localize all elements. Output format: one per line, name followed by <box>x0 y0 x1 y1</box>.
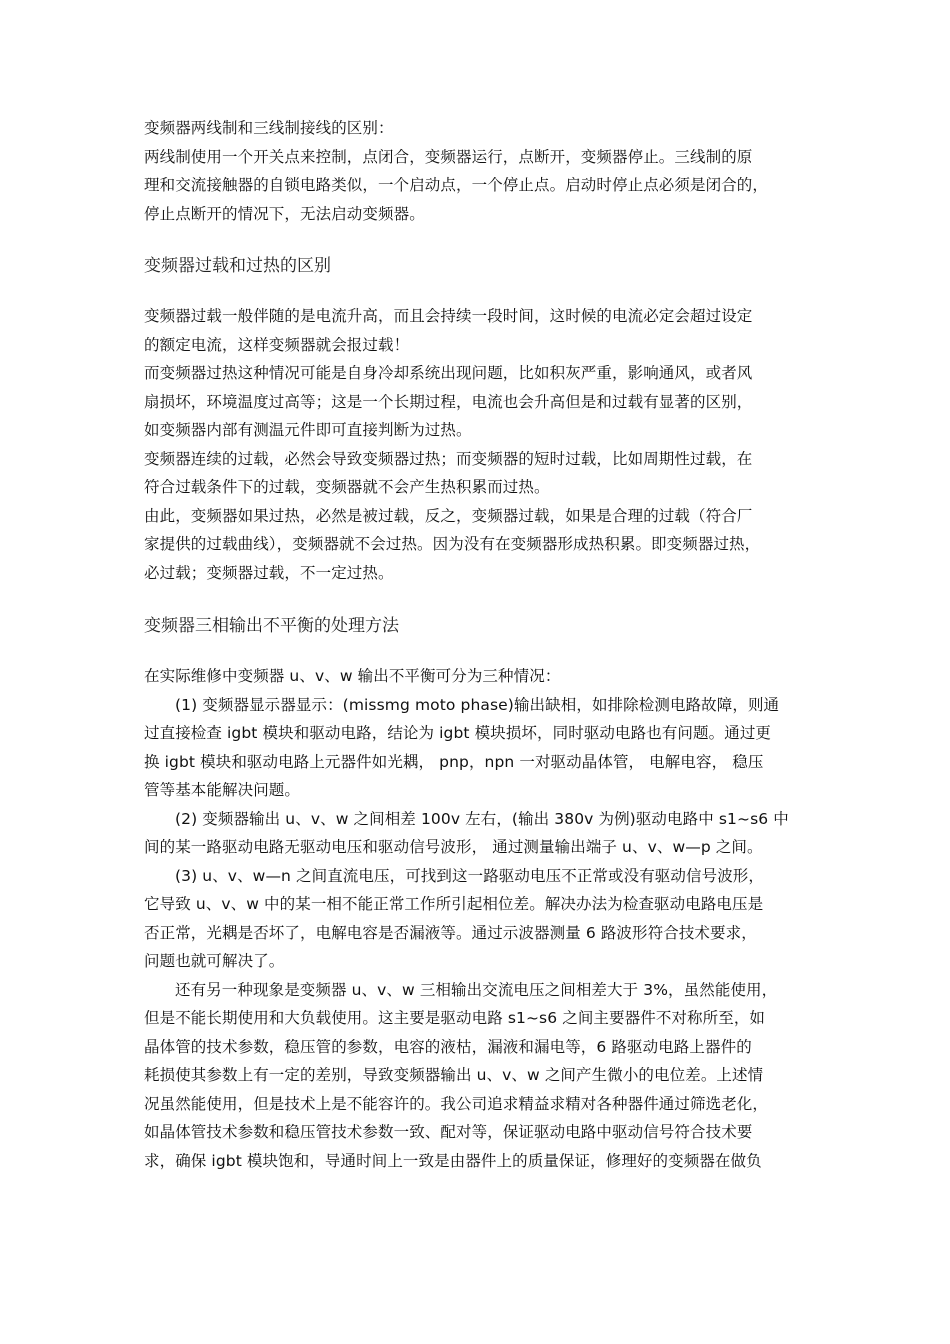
text-line: 况虽然能使用，但是技术上是不能容许的。我公司追求精益求精对各种器件通过筛选老化， <box>144 1094 769 1113</box>
text-line: 家提供的过载曲线），变频器就不会过热。因为没有在变频器形成热积累。即变频器过热， <box>144 535 761 553</box>
text-line: 间的某一路驱动电路无驱动电压和驱动信号波形， 通过测量输出端子 u、v、w—p 之间。 <box>144 838 763 856</box>
text-line: (2) 变频器输出 u、v、w 之间相差 100v 左右，(输出 380v 为例)驱动电路中 s1~s6 中 <box>175 809 789 828</box>
section-overload-overheat <box>144 252 826 280</box>
section-overload-body <box>144 302 826 587</box>
text-line: 还有另一种现象是变频器 u、v、w 三相输出交流电压之间相差大于 3%，虽然能使用， <box>175 980 778 999</box>
text-line: 否正常，光耦是否坏了，电解电容是否漏液等。通过示波器测量 6 路波形符合技术要求， <box>144 923 757 942</box>
text-line: 晶体管的技术参数，稳压管的参数，电容的液枯，漏液和漏电等，6 路驱动电路上器件的 <box>144 1037 752 1056</box>
text-line: 如晶体管技术参数和稳压管技术参数一致、配对等，保证驱动电路中驱动信号符合技术要 <box>144 1123 753 1141</box>
text-line: 两线制使用一个开关点来控制，点闭合，变频器运行，点断开，变频器停止。三线制的原 <box>144 147 753 166</box>
text-line: 变频器连续的过载，必然会导致变频器过热；而变频器的短时过载，比如周期性过载，在 <box>144 449 753 468</box>
text-line: 如变频器内部有测温元件即可直接判断为过热。 <box>144 421 472 439</box>
text-line: 扇损坏，环境温度过高等；这是一个长期过程，电流也会升高但是和过载有显著的区别， <box>144 392 753 411</box>
text-line: 的额定电流，这样变频器就会报过载！ <box>144 335 410 354</box>
section-three-phase-body <box>144 662 826 1175</box>
text-line: 必过载；变频器过载，不一定过热。 <box>144 563 394 582</box>
text-line: (3) u、v、w—n 之间直流电压，可找到这一路驱动电压不正常或没有驱动信号波形， <box>175 866 765 885</box>
text-line: 变频器过载一般伴随的是电流升高，而且会持续一段时间，这时候的电流必定会超过设定 <box>144 307 753 325</box>
text-line: 过直接检查 igbt 模块和驱动电路，结论为 igbt 模块损坏，同时驱动电路也有问题。通过更 <box>144 724 772 742</box>
text-line: 问题也就可解决了。 <box>144 952 285 970</box>
text-line: 耗损使其参数上有一定的差别，导致变频器输出 u、v、w 之间产生微小的电位差。上述情 <box>144 1066 764 1084</box>
text-line: 它导致 u、v、w 中的某一相不能正常工作所引起相位差。解决办法为检查驱动电路电压是 <box>144 895 764 913</box>
text-line: 停止点断开的情况下，无法启动变频器。 <box>144 204 425 223</box>
text-line: 求，确保 igbt 模块饱和，导通时间上一致是由器件上的质量保证，修理好的变频器在做负 <box>144 1151 762 1170</box>
text-line: (1) 变频器显示器显示：(missmg moto phase)输出缺相，如排除检测电路故障，则通 <box>175 695 780 714</box>
section-title: 变频器两线制和三线制接线的区别： <box>144 119 394 137</box>
section-two-three-wire <box>144 114 826 228</box>
text-line: 而变频器过热这种情况可能是自身冷却系统出现问题，比如积灰严重，影响通风，或者风 <box>144 364 753 382</box>
section-three-phase-imbalance <box>144 612 826 640</box>
section-heading: 变频器过载和过热的区别 <box>144 256 331 276</box>
section-heading: 变频器三相输出不平衡的处理方法 <box>144 616 399 636</box>
text-line: 符合过载条件下的过载，变频器就不会产生热积累而过热。 <box>144 478 550 496</box>
text-line: 管等基本能解决问题。 <box>144 781 301 799</box>
intro-line: 在实际维修中变频器 u、v、w 输出不平衡可分为三种情况： <box>144 667 561 685</box>
text-line: 换 igbt 模块和驱动电路上元器件如光耦， pnp，npn 一对驱动晶体管， 电解电容， 稳压 <box>144 752 764 771</box>
text-line: 由此，变频器如果过热，必然是被过载，反之，变频器过载，如果是合理的过载（符合厂 <box>144 506 753 525</box>
text-line: 但是不能长期使用和大负载使用。这主要是驱动电路 s1~s6 之间主要器件不对称所至，如 <box>144 1009 766 1027</box>
text-line: 理和交流接触器的自锁电路类似，一个启动点，一个停止点。启动时停止点必须是闭合的， <box>144 176 769 194</box>
